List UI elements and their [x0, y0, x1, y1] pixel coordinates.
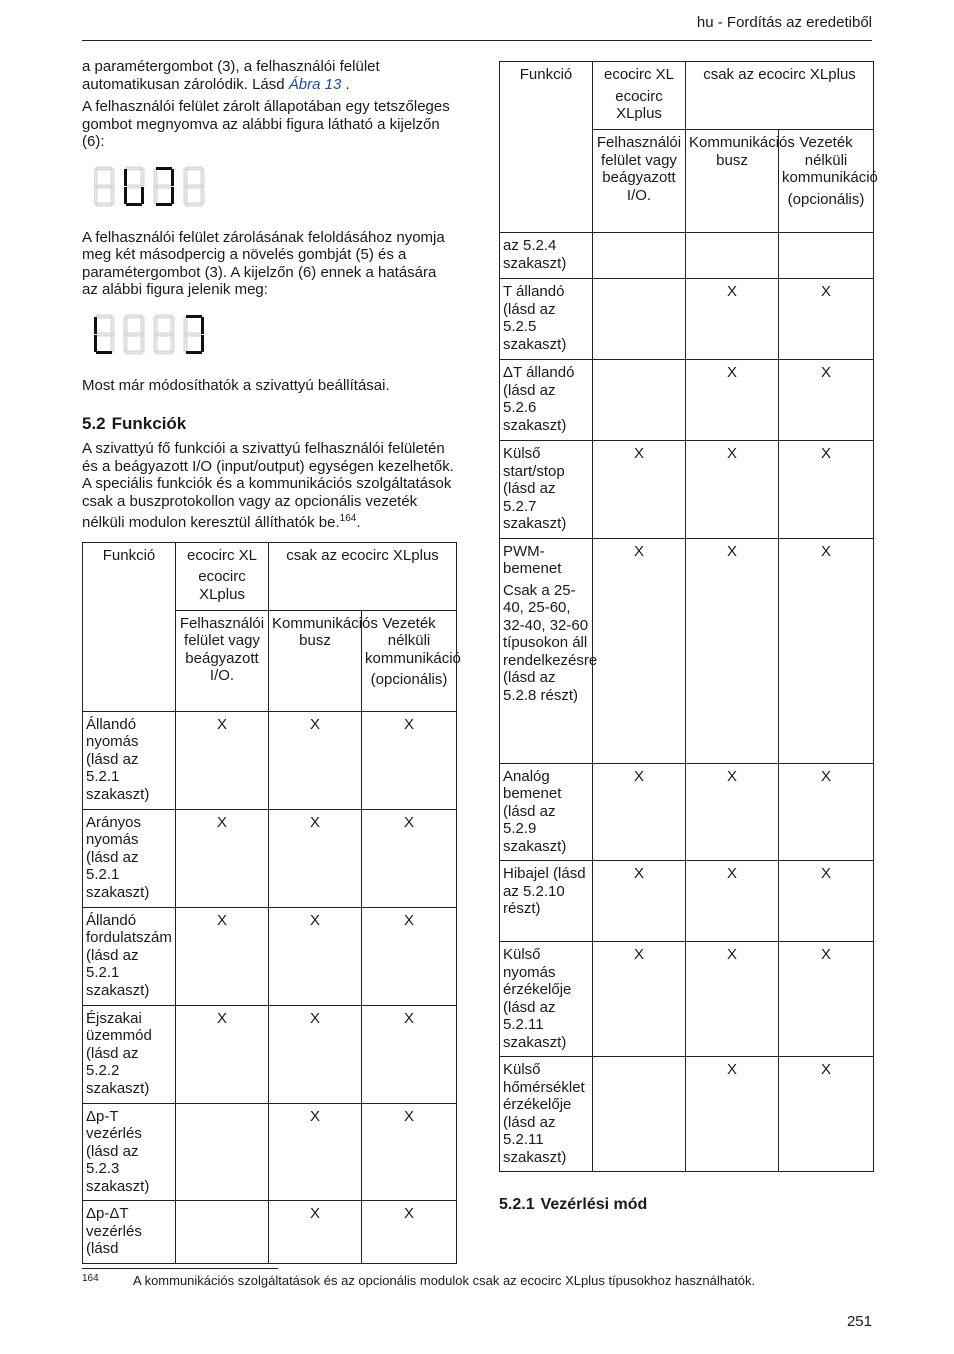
paragraph-2: A felhasználói felület zárolt állapotában egy tetszőleges gombot megnyomva az alábbi figura látható a kijelzőn (6): [82, 98, 450, 150]
table-row: Állandó nyomás (lásd az 5.2.1 szakaszt) X X X [83, 711, 457, 809]
header-ecocirc: ecocirc XL ecocirc XLplus [176, 542, 269, 610]
header-ui-io: Felhasználói felület vagy beágyazott I/O. [593, 130, 686, 233]
table-row: Arányos nyomás (lásd az 5.2.1 szakaszt) X X X [83, 809, 457, 907]
header-bus: Kommunikációs busz [269, 610, 362, 711]
right-column [499, 58, 878, 1214]
table-row: Hibajel (lásd az 5.2.10 részt) X X X [500, 861, 874, 942]
table-row: Külső hőmérséklet érzékelője (lásd az 5.2.11 szakaszt) X X [500, 1057, 874, 1172]
left-column [82, 58, 461, 1264]
functions-table-right [499, 61, 878, 1172]
table-row: ΔT állandó (lásd az 5.2.6 szakaszt) X X [500, 360, 874, 441]
header-wireless: Vezeték nélküli kommunikáció (opcionális) [779, 130, 874, 233]
paragraph-1: a paramétergombot (3), a felhasználói felület automatikusan zárolódik. Lásd Ábra 13 . [82, 58, 380, 93]
header-ui-io: Felhasználói felület vagy beágyazott I/O. [176, 610, 269, 711]
table-row: Δp-T vezérlés (lásd az 5.2.3 szakaszt) X X [83, 1103, 457, 1201]
header-ecocirc: ecocirc XL ecocirc XLplus [593, 62, 686, 130]
table-row: Állandó fordulatszám (lásd az 5.2.1 szakaszt) X X X [83, 907, 457, 1005]
header-xlplus-only: csak az ecocirc XLplus [269, 542, 457, 610]
section-heading: 5.2 Funkciók [82, 414, 187, 433]
footnote-number: 164 [82, 1273, 99, 1284]
paragraph-4: Most már módosíthatók a szivattyú beállításai. [82, 376, 390, 394]
footnote-divider [82, 1268, 278, 1269]
table-row: T állandó (lásd az 5.2.5 szakaszt) X X [500, 279, 874, 360]
paragraph-5: A szivattyú fő funkciói a szivattyú felhasználói felületén és a beágyazott I/O (input/output) egységen kezelhetők. A speciális funkciók és a kommunikációs szolgáltatások csak a buszprotokollon vagy az opcionális vezeték nélküli modulon keresztül állíthatók be.$^{164}$. [82, 440, 454, 531]
header-bus: Kommunikációs busz [686, 130, 779, 233]
locked-display-figure [94, 165, 456, 211]
table-row: Analóg bemenet (lásd az 5.2.9 szakaszt) X X X [500, 763, 874, 861]
subsection-heading: 5.2.1 Vezérlési mód [499, 1196, 648, 1213]
page-number: 251 [846, 1313, 872, 1330]
header-funkcio: Funkció [500, 62, 593, 233]
footnote-text: A kommunikációs szolgáltatások és az opcionális modulok csak az ecocirc XLplus típusokhoz használhatók. [133, 1273, 756, 1288]
unlocked-display-figure [94, 313, 456, 359]
table-row: az 5.2.4 szakaszt) [500, 233, 874, 279]
header-funkcio: Funkció [83, 542, 176, 711]
footnote-ref[interactable]: 164 [339, 513, 357, 524]
table-row: PWM-bemenet Csak a 25-40, 25-60, 32-40, 32-60 típusokon áll rendelkezésre (lásd az 5.2.8 részt) X X X [500, 538, 874, 763]
footnote [82, 1273, 755, 1288]
table-row: Δp-ΔT vezérlés (lásd X X [83, 1201, 457, 1264]
figure-link[interactable]: Ábra 13 [288, 75, 342, 93]
paragraph-3: A felhasználói felület zárolásának feloldásához nyomja meg két másodpercig a növelés gombját (5) és a paramétergombot (3). A kijelzőn (6) ennek a hatására az alábbi figura jelenik meg: [82, 228, 445, 298]
table-row: Külső start/stop (lásd az 5.2.7 szakaszt) X X X [500, 441, 874, 539]
header-xlplus-only: csak az ecocirc XLplus [686, 62, 874, 130]
page-header [82, 14, 872, 41]
header-wireless: Vezeték nélküli kommunikáció (opcionális) [362, 610, 457, 711]
header-title: hu - Fordítás az eredetiből [696, 14, 872, 31]
table-row: Külső nyomás érzékelője (lásd az 5.2.11 szakaszt) X X X [500, 942, 874, 1057]
table-row: Éjszakai üzemmód (lásd az 5.2.2 szakaszt) X X X [83, 1005, 457, 1103]
functions-table-left [82, 542, 461, 1264]
